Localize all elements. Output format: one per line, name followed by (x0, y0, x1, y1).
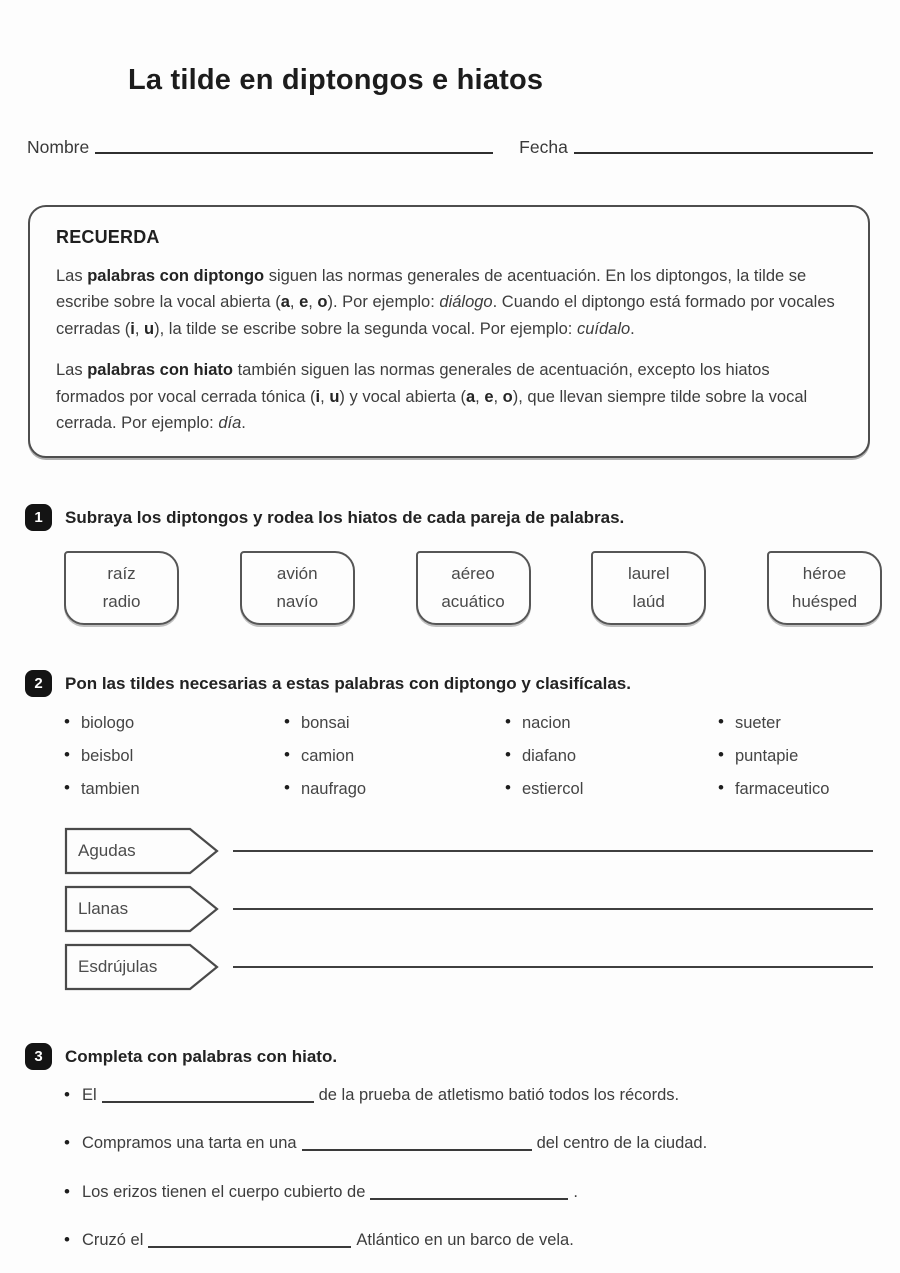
word-label: nacion (521, 714, 571, 733)
word-item (64, 780, 284, 799)
recuerda-heading: RECUERDA (56, 227, 160, 247)
word-item (64, 714, 284, 733)
sentence-text: Los erizos tienen el cuerpo cubierto de . (81, 1182, 578, 1201)
word-top[interactable]: aéreo (451, 563, 495, 583)
sentence-text: El de la prueba de atletismo batió todos los récords. (81, 1086, 680, 1105)
word-bottom[interactable]: navío (276, 591, 319, 611)
word-bottom[interactable]: laúd (632, 591, 665, 611)
sentence-records (64, 1084, 873, 1107)
name-label: Nombre (27, 137, 90, 157)
word-pair-box-raiz-radio[interactable] (64, 551, 179, 625)
word-pair-row (64, 551, 882, 625)
bullet-icon: • (505, 712, 511, 732)
category-label: Agudas (78, 841, 136, 861)
word-top[interactable]: raíz (107, 563, 136, 583)
bullet-icon: • (284, 778, 290, 798)
bullet-icon: • (505, 778, 511, 798)
sentence-text: Cruzó el Atlántico en un barco de vela. (81, 1230, 574, 1249)
exercise-3 (0, 1043, 900, 1251)
word-label: bonsai (300, 714, 350, 733)
word-pair-box-heroe-huesped[interactable] (767, 551, 882, 625)
category-label: Llanas (78, 899, 129, 919)
exercise-3-instruction: Completa con palabras con hiato. (65, 1046, 338, 1066)
word-item (718, 780, 860, 799)
recuerda-paragraph-diptongo: Las palabras con diptongo siguen las normas generales de acentuación. En los diptongos, la tilde se escribe sobre la vocal abierta (a, e, o). Por ejemplo: diálogo. Cuando el diptongo está formado por vocales cerradas (i, u), la tilde se escribe sobre la segunda vocal. Por ejemplo: cuídalo. (56, 267, 835, 338)
bullet-icon: • (505, 745, 511, 765)
exercise-2-instruction: Pon las tildes necesarias a estas palabras con diptongo y clasifícalas. (65, 673, 631, 693)
word-label: biologo (80, 714, 135, 733)
answer-blank-line[interactable] (370, 1184, 568, 1200)
bullet-icon: • (64, 1181, 70, 1201)
agudas-answer-line[interactable] (233, 850, 873, 852)
llanas-arrow-tag (64, 885, 220, 933)
answer-blank-line[interactable] (148, 1232, 351, 1248)
esdrujulas-answer-line[interactable] (233, 966, 873, 968)
date-input-line[interactable] (574, 152, 873, 154)
word-item (718, 714, 860, 733)
page-title: La tilde en diptongos e hiatos (128, 64, 544, 96)
word-bottom[interactable]: huésped (791, 591, 858, 611)
answer-blank-line[interactable] (302, 1136, 532, 1152)
word-label: camion (300, 747, 355, 766)
exercise-2 (0, 670, 900, 991)
word-pair-box-avion-navio[interactable] (240, 551, 355, 625)
exercise-3-number-badge: 3 (25, 1043, 52, 1070)
llanas-answer-line[interactable] (233, 908, 873, 910)
hiato-sentences (64, 1084, 873, 1251)
name-input-line[interactable] (95, 152, 493, 154)
word-pair-box-laurel-laud[interactable] (591, 551, 706, 625)
exercise-2-number-badge: 2 (25, 670, 52, 697)
category-rows (64, 827, 873, 991)
word-item (64, 747, 284, 766)
word-label: farmaceutico (734, 780, 830, 799)
bullet-icon: • (64, 1085, 70, 1105)
name-date-row (27, 137, 873, 157)
date-label: Fecha (519, 137, 568, 157)
word-item (284, 714, 505, 733)
answer-blank-line[interactable] (102, 1088, 314, 1104)
bullet-icon: • (64, 778, 70, 798)
bullet-icon: • (718, 778, 724, 798)
word-item (284, 747, 505, 766)
word-top[interactable]: laurel (627, 563, 670, 583)
word-top[interactable]: avión (276, 563, 318, 583)
bullet-icon: • (284, 745, 290, 765)
word-item (505, 747, 718, 766)
bullet-icon: • (64, 1133, 70, 1153)
exercise-1 (0, 504, 900, 625)
word-label: beisbol (80, 747, 134, 766)
word-item (505, 714, 718, 733)
sentence-erizos (64, 1181, 873, 1204)
bullet-icon: • (718, 712, 724, 732)
bullet-icon: • (718, 745, 724, 765)
word-item (505, 780, 718, 799)
word-label: sueter (734, 714, 781, 733)
category-row-agudas (64, 827, 873, 875)
exercise-1-instruction: Subraya los diptongos y rodea los hiatos de cada pareja de palabras. (65, 507, 625, 527)
word-label: naufrago (300, 780, 367, 799)
word-top[interactable]: héroe (802, 563, 847, 583)
exercise-1-number-badge: 1 (25, 504, 52, 531)
word-item (284, 780, 505, 799)
esdrujulas-arrow-tag (64, 943, 220, 991)
sentence-text: Compramos una tarta en una del centro de la ciudad. (81, 1134, 708, 1153)
word-item (718, 747, 860, 766)
word-label: diafano (521, 747, 577, 766)
word-pair-box-aereo-acuatico[interactable] (416, 551, 531, 625)
recuerda-box (28, 205, 870, 458)
bullet-icon: • (64, 1229, 70, 1249)
sentence-atlantico (64, 1229, 873, 1252)
sentence-tarta (64, 1132, 873, 1155)
category-label: Esdrújulas (78, 957, 158, 977)
agudas-arrow-tag (64, 827, 220, 875)
category-row-esdrujulas (64, 943, 873, 991)
word-label: puntapie (734, 747, 799, 766)
word-label: estiercol (521, 780, 584, 799)
word-bottom[interactable]: acuático (441, 591, 505, 611)
bullet-icon: • (64, 712, 70, 732)
word-label: tambien (80, 780, 140, 799)
diptongo-word-grid (64, 714, 860, 799)
recuerda-paragraph-hiato: Las palabras con hiato también siguen las normas generales de acentuación, excepto los hiatos formados por vocal cerrada tónica (i, u) y vocal abierta (a, e, o), que llevan siempre tilde sobre la vocal cerrada. Por ejemplo: día. (56, 361, 808, 432)
bullet-icon: • (64, 745, 70, 765)
bullet-icon: • (284, 712, 290, 732)
word-bottom[interactable]: radio (102, 591, 141, 611)
category-row-llanas (64, 885, 873, 933)
